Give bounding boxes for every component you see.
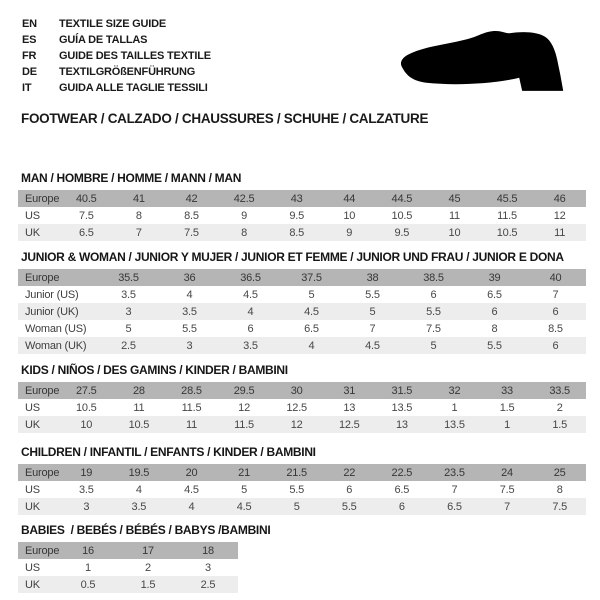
size-cell: 46 [553, 192, 566, 205]
language-code: EN [22, 18, 37, 30]
language-label: TEXTILGRÖßENFÜHRUNG [59, 66, 196, 78]
row-label: Europe [25, 192, 60, 205]
section-man [18, 172, 586, 241]
size-cell: 1 [85, 561, 91, 574]
size-cell: 19.5 [128, 466, 150, 479]
size-cell: 7.5 [184, 226, 199, 239]
language-label: GUIDA ALLE TAGLIE TESSILI [59, 82, 208, 94]
size-cell: 22 [343, 466, 356, 479]
size-cell: 11 [185, 418, 197, 431]
size-cell: 6.5 [447, 500, 462, 513]
size-cell: 5 [430, 339, 437, 352]
size-cell: 7 [135, 226, 142, 239]
size-cell: 6.5 [394, 483, 410, 496]
size-cell: 30 [290, 384, 303, 397]
size-cell: 1 [504, 418, 510, 431]
size-cell: 2 [556, 401, 563, 414]
size-cell: 6 [552, 305, 559, 318]
size-cell: 39 [488, 271, 501, 284]
size-cell: 28 [132, 384, 145, 397]
size-cell: 5.5 [289, 483, 305, 496]
table-row-man-2 [18, 224, 586, 241]
size-cell: 6 [346, 483, 353, 496]
size-table-babies [18, 542, 238, 593]
size-cell: 35.5 [118, 271, 139, 284]
size-cell: 10.5 [391, 209, 413, 222]
size-cell: 6.5 [487, 288, 502, 301]
size-cell: 5 [125, 322, 132, 335]
size-cell: 2.5 [121, 339, 136, 352]
table-row-junior-woman-3 [18, 320, 586, 337]
row-label: Europe [25, 384, 60, 397]
size-cell: 4 [308, 339, 315, 352]
size-cell: 5.5 [426, 305, 441, 318]
language-code: IT [22, 82, 32, 94]
table-row-babies-0 [18, 542, 238, 559]
shoe-path [401, 31, 563, 91]
table-row-children-2 [18, 498, 586, 515]
section-title-man: MAN / HOMBRE / HOMME / MANN / MAN [21, 171, 242, 185]
size-cell: 19 [80, 466, 93, 479]
size-cell: 5 [308, 288, 315, 301]
size-cell: 37.5 [301, 271, 322, 284]
language-row-fr [22, 48, 211, 64]
size-cell: 9.5 [289, 209, 305, 222]
section-kids [18, 364, 586, 433]
size-table-kids [18, 382, 586, 433]
size-cell: 38 [366, 271, 379, 284]
size-cell: 8 [241, 226, 248, 239]
size-cell: 38.5 [423, 271, 444, 284]
size-cell: 4 [247, 305, 254, 318]
size-cell: 6 [398, 500, 405, 513]
row-label: Woman (UK) [25, 339, 87, 352]
size-cell: 4 [186, 288, 193, 301]
size-cell: 41 [132, 192, 145, 205]
size-cell: 13 [395, 418, 408, 431]
size-cell: 4.5 [304, 305, 319, 318]
size-cell: 6 [430, 288, 437, 301]
size-cell: 13.5 [444, 418, 465, 431]
size-cell: 12 [290, 418, 303, 431]
language-code: DE [22, 66, 37, 78]
language-row-de [22, 64, 211, 80]
size-cell: 3.5 [182, 305, 197, 318]
size-cell: 8 [135, 209, 142, 222]
size-cell: 21 [238, 466, 250, 479]
table-row-kids-0 [18, 382, 586, 399]
size-cell: 5 [241, 483, 248, 496]
size-table-man [18, 190, 586, 241]
size-cell: 18 [202, 544, 214, 557]
size-cell: 3.5 [243, 339, 258, 352]
size-cell: 29.5 [233, 384, 255, 397]
size-cell: 6.5 [78, 226, 94, 239]
size-cell: 32 [448, 384, 461, 397]
size-cell: 8 [491, 322, 498, 335]
row-label: US [25, 209, 40, 222]
size-cell: 12.5 [338, 418, 360, 431]
size-cell: 4.5 [243, 288, 258, 301]
size-cell: 42 [185, 192, 198, 205]
size-cell: 8.5 [548, 322, 563, 335]
size-cell: 3 [186, 339, 193, 352]
size-cell: 13 [343, 401, 356, 414]
table-row-babies-1 [18, 559, 238, 576]
size-cell: 33.5 [549, 384, 570, 397]
row-label: US [25, 401, 40, 414]
section-babies [18, 524, 586, 593]
size-cell: 10.5 [75, 401, 97, 414]
section-title-junior-woman: JUNIOR & WOMAN / JUNIOR Y MUJER / JUNIOR ET FEMME / JUNIOR UND FRAU / JUNIOR E DONA [21, 250, 564, 264]
size-cell: 7.5 [78, 209, 94, 222]
size-cell: 4 [135, 483, 142, 496]
table-row-junior-woman-1 [18, 286, 586, 303]
size-cell: 9.5 [394, 226, 410, 239]
table-row-man-0 [18, 190, 586, 207]
row-label: US [25, 483, 40, 496]
size-cell: 6 [247, 322, 254, 335]
size-cell: 3.5 [78, 483, 94, 496]
size-cell: 10.5 [128, 418, 150, 431]
table-row-kids-2 [18, 416, 586, 433]
row-label: Europe [25, 544, 60, 557]
size-cell: 4.5 [236, 500, 252, 513]
size-cell: 7 [552, 288, 559, 301]
section-title-children: CHILDREN / INFANTIL / ENFANTS / KINDER / BAMBINI [21, 445, 316, 459]
language-code: FR [22, 50, 37, 62]
size-cell: 8.5 [184, 209, 199, 222]
size-cell: 11 [554, 226, 566, 239]
category-line: FOOTWEAR / CALZADO / CHAUSSURES / SCHUHE / CALZATURE [21, 111, 429, 126]
size-cell: 6.5 [304, 322, 319, 335]
table-row-children-1 [18, 481, 586, 498]
size-cell: 21.5 [286, 466, 307, 479]
size-cell: 25 [553, 466, 566, 479]
row-label: UK [25, 226, 40, 239]
size-cell: 43 [290, 192, 303, 205]
table-row-junior-woman-4 [18, 337, 586, 354]
size-cell: 5 [369, 305, 376, 318]
language-label: GUIDE DES TAILLES TEXTILE [59, 50, 211, 62]
size-cell: 8 [556, 483, 563, 496]
size-cell: 2 [145, 561, 151, 574]
size-cell: 23.5 [444, 466, 465, 479]
size-cell: 9 [241, 209, 248, 222]
size-cell: 12 [238, 401, 250, 414]
table-row-children-0 [18, 464, 586, 481]
size-cell: 11.5 [181, 401, 202, 414]
section-junior-woman [18, 251, 586, 354]
section-title-babies: BABIES / BEBÉS / BÉBÉS / BABYS /BAMBINI [21, 523, 271, 537]
size-cell: 4 [188, 500, 195, 513]
size-cell: 1 [451, 401, 458, 414]
size-cell: 11 [448, 209, 460, 222]
size-cell: 42.5 [233, 192, 255, 205]
size-cell: 13.5 [391, 401, 413, 414]
language-row-es [22, 32, 211, 48]
row-label: Europe [25, 271, 60, 284]
size-cell: 27.5 [75, 384, 97, 397]
row-label: UK [25, 578, 40, 591]
language-row-it [22, 80, 211, 96]
size-cell: 11.5 [234, 418, 254, 431]
table-row-junior-woman-2 [18, 303, 586, 320]
size-cell: 5.5 [487, 339, 502, 352]
table-row-kids-1 [18, 399, 586, 416]
table-row-babies-2 [18, 576, 238, 593]
size-table-junior-woman [18, 269, 586, 354]
size-cell: 28.5 [181, 384, 202, 397]
size-cell: 20 [185, 466, 198, 479]
size-cell: 31 [343, 384, 356, 397]
size-cell: 44 [343, 192, 356, 205]
size-cell: 1.5 [552, 418, 568, 431]
size-cell: 10 [343, 209, 356, 222]
size-cell: 5.5 [365, 288, 380, 301]
size-cell: 24 [501, 466, 513, 479]
table-row-man-1 [18, 207, 586, 224]
section-children [18, 446, 586, 515]
size-cell: 3 [83, 500, 90, 513]
size-cell: 11.5 [497, 209, 517, 222]
size-cell: 40.5 [75, 192, 97, 205]
size-cell: 12 [553, 209, 566, 222]
size-cell: 7.5 [426, 322, 441, 335]
size-cell: 17 [142, 544, 154, 557]
size-cell: 36 [183, 271, 196, 284]
row-label: US [25, 561, 40, 574]
size-cell: 44.5 [391, 192, 413, 205]
size-cell: 31.5 [391, 384, 413, 397]
row-label: Junior (UK) [25, 305, 79, 318]
size-cell: 33 [501, 384, 513, 397]
section-title-kids: KIDS / NIÑOS / DES GAMINS / KINDER / BAMBINI [21, 363, 288, 377]
language-label: GUÍA DE TALLAS [59, 34, 148, 46]
size-cell: 1.5 [140, 578, 156, 591]
size-cell: 8.5 [289, 226, 305, 239]
size-cell: 10 [80, 418, 93, 431]
row-label: UK [25, 500, 40, 513]
size-cell: 0.5 [80, 578, 96, 591]
size-cell: 7 [504, 500, 510, 513]
size-cell: 3.5 [121, 288, 136, 301]
row-label: Europe [25, 466, 60, 479]
language-list [22, 16, 211, 96]
size-cell: 7 [451, 483, 458, 496]
size-cell: 45 [448, 192, 461, 205]
size-cell: 9 [346, 226, 353, 239]
size-cell: 3.5 [131, 500, 147, 513]
language-label: TEXTILE SIZE GUIDE [59, 18, 167, 30]
size-cell: 36.5 [240, 271, 261, 284]
size-cell: 3 [205, 561, 211, 574]
size-cell: 45.5 [496, 192, 518, 205]
table-row-junior-woman-0 [18, 269, 586, 286]
size-cell: 5.5 [341, 500, 357, 513]
size-cell: 11 [133, 401, 145, 414]
language-code: ES [22, 34, 37, 46]
size-cell: 40 [549, 271, 562, 284]
size-cell: 5.5 [182, 322, 197, 335]
size-cell: 12.5 [286, 401, 307, 414]
size-cell: 6 [552, 339, 559, 352]
size-cell: 22.5 [391, 466, 413, 479]
size-cell: 3 [125, 305, 132, 318]
row-label: Woman (US) [25, 322, 87, 335]
size-cell: 2.5 [200, 578, 216, 591]
size-cell: 4.5 [365, 339, 380, 352]
size-cell: 6 [491, 305, 498, 318]
size-cell: 16 [82, 544, 94, 557]
size-cell: 7.5 [499, 483, 515, 496]
size-cell: 10.5 [496, 226, 518, 239]
row-label: UK [25, 418, 40, 431]
size-cell: 7 [369, 322, 376, 335]
dress-shoe-icon [397, 30, 573, 96]
size-cell: 4.5 [184, 483, 199, 496]
size-cell: 5 [293, 500, 300, 513]
size-cell: 1.5 [499, 401, 515, 414]
size-cell: 7.5 [552, 500, 568, 513]
size-cell: 10 [448, 226, 461, 239]
row-label: Junior (US) [25, 288, 79, 301]
size-table-children [18, 464, 586, 515]
language-row-en [22, 16, 211, 32]
